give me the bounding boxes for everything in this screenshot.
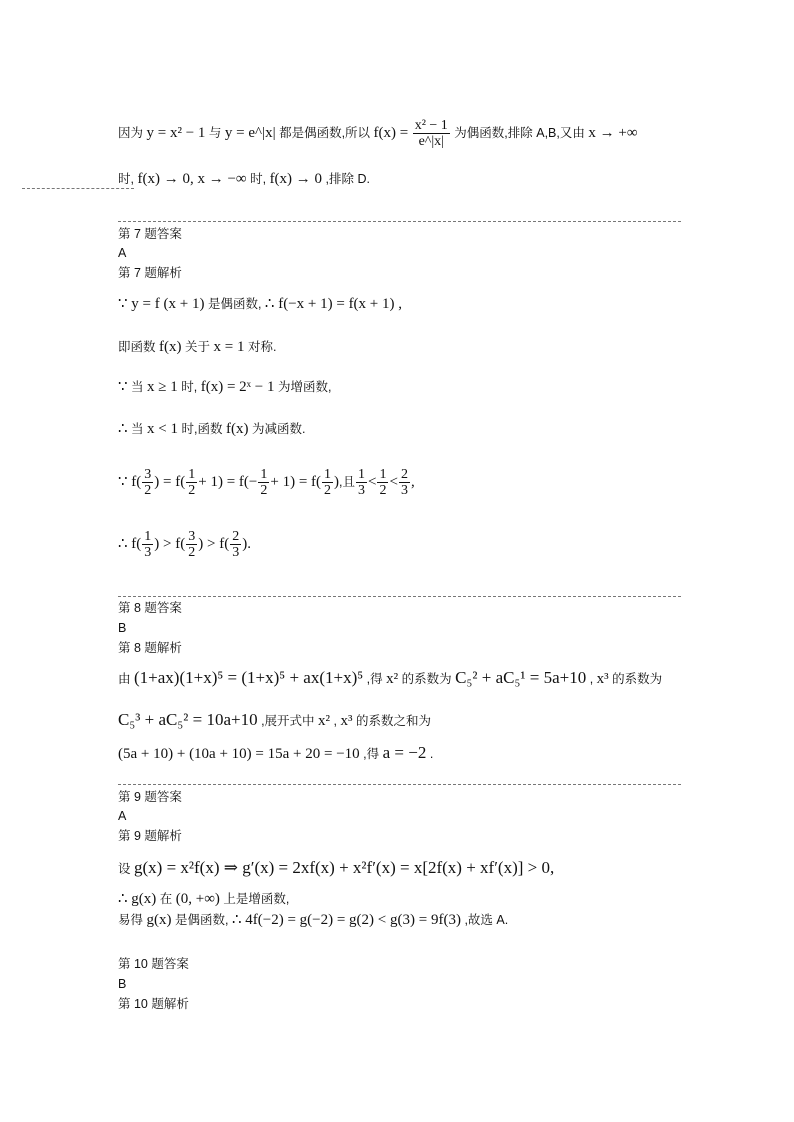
formula: y = e^|x| bbox=[224, 124, 276, 141]
q9-step-2 bbox=[118, 891, 289, 907]
q8-answer-title: 第 8 题答案 bbox=[118, 601, 182, 615]
formula: ) > f( bbox=[154, 536, 186, 552]
q9-step-1 bbox=[118, 860, 554, 877]
formula: f(x) bbox=[159, 339, 182, 355]
fraction-numerator: 1 bbox=[358, 467, 366, 483]
fraction-denominator: 2 bbox=[260, 483, 268, 499]
q7-step-1 bbox=[118, 296, 402, 312]
text: 对称. bbox=[247, 340, 277, 354]
q9-analysis-title: 第 9 题解析 bbox=[118, 829, 182, 843]
formula: y = x² − 1 bbox=[146, 124, 206, 141]
formula: ) bbox=[334, 474, 340, 490]
q6-line-2 bbox=[118, 171, 370, 187]
formula: C₅³ + aC₅² = 10a+10 bbox=[118, 710, 258, 729]
text: 为偶函数,排除 A,B,又由 bbox=[454, 125, 585, 140]
text: ,且 bbox=[339, 475, 356, 489]
text: 时, bbox=[250, 172, 267, 186]
text: ,排除 D. bbox=[325, 172, 370, 186]
text: ,得 bbox=[363, 747, 380, 761]
text: 为减函数. bbox=[251, 422, 306, 436]
formula: f(x) bbox=[225, 421, 249, 437]
text: 设 bbox=[118, 862, 131, 876]
text: 因为 bbox=[118, 125, 144, 140]
text: 易得 bbox=[118, 913, 144, 927]
q6-line-1 bbox=[118, 118, 638, 149]
formula: ∴ f(−x + 1) = f(x + 1) , bbox=[264, 296, 403, 312]
fraction-numerator: 1 bbox=[379, 467, 387, 483]
fraction bbox=[142, 467, 153, 498]
text: 上是增函数, bbox=[223, 892, 290, 906]
fraction-denominator: 3 bbox=[232, 545, 240, 561]
fraction-denominator: e^|x| bbox=[418, 134, 444, 149]
fraction-numerator: 3 bbox=[188, 529, 196, 545]
q10-analysis-title: 第 10 题解析 bbox=[118, 997, 189, 1011]
text: 在 bbox=[159, 892, 173, 906]
fraction bbox=[186, 529, 197, 560]
formula: C₅² + aC₅¹ = 5a+10 bbox=[455, 668, 587, 687]
text: , bbox=[333, 714, 337, 728]
q8-step-2 bbox=[118, 712, 431, 729]
fraction bbox=[377, 467, 388, 498]
divider bbox=[118, 596, 681, 597]
text: 当 bbox=[131, 380, 144, 394]
text: ,展开式中 bbox=[261, 714, 315, 728]
formula: x² bbox=[318, 713, 331, 729]
fraction-denominator: 3 bbox=[358, 483, 366, 499]
text: 与 bbox=[208, 125, 222, 140]
formula: x³ bbox=[596, 671, 609, 687]
formula: < bbox=[368, 474, 377, 490]
divider bbox=[118, 784, 681, 785]
fraction-numerator: 2 bbox=[232, 529, 240, 545]
divider-short bbox=[22, 188, 134, 189]
formula: x → +∞ bbox=[588, 124, 638, 141]
q7-step-5 bbox=[118, 466, 415, 498]
fraction-denominator: 3 bbox=[144, 545, 152, 561]
text: 时, bbox=[118, 172, 134, 186]
text: 的系数之和为 bbox=[355, 714, 431, 728]
q7-step-4 bbox=[118, 421, 305, 437]
fraction-denominator: 3 bbox=[400, 483, 408, 499]
formula: x³ bbox=[340, 713, 353, 729]
text: 是偶函数, bbox=[207, 297, 262, 311]
formula: , bbox=[410, 474, 415, 490]
q7-step-3 bbox=[118, 379, 331, 395]
fraction bbox=[413, 118, 450, 149]
text: , bbox=[589, 672, 594, 686]
text: 的系数为 bbox=[612, 672, 663, 686]
fraction-numerator: x² − 1 bbox=[414, 118, 448, 133]
formula: ∵ f( bbox=[118, 474, 142, 490]
text: 时,函数 bbox=[181, 422, 223, 436]
formula: a = −2 bbox=[382, 743, 427, 762]
formula: f(x) → 0 bbox=[269, 171, 323, 187]
formula: ) > f( bbox=[198, 536, 230, 552]
text: 的系数为 bbox=[401, 672, 452, 686]
formula: ∴ f( bbox=[118, 536, 142, 552]
q10-answer: B bbox=[118, 977, 127, 991]
fraction-denominator: 2 bbox=[188, 483, 196, 499]
text: . bbox=[429, 747, 434, 761]
formula: ∴ g(x) bbox=[118, 891, 157, 907]
q8-step-1 bbox=[118, 670, 662, 687]
fraction-denominator: 2 bbox=[324, 483, 332, 499]
fraction bbox=[186, 467, 197, 498]
text: 都是偶函数,所以 bbox=[279, 125, 371, 140]
fraction-numerator: 1 bbox=[324, 467, 332, 483]
fraction bbox=[322, 467, 333, 498]
formula: + 1) = f(− bbox=[198, 474, 258, 490]
formula: ∴ bbox=[118, 421, 128, 437]
formula: (5a + 10) + (10a + 10) = 15a + 20 = −10 bbox=[118, 746, 360, 762]
fraction-numerator: 1 bbox=[188, 467, 196, 483]
q7-step-6 bbox=[118, 528, 251, 560]
fraction-denominator: 2 bbox=[188, 545, 196, 561]
formula: ∴ 4f(−2) = g(−2) = g(2) < g(3) = 9f(3) bbox=[231, 912, 461, 928]
formula: ∵ y = f (x + 1) bbox=[118, 296, 205, 312]
fraction-numerator: 2 bbox=[400, 467, 408, 483]
fraction bbox=[258, 467, 269, 498]
divider bbox=[118, 221, 681, 222]
formula: x < 1 bbox=[147, 421, 178, 437]
fraction bbox=[230, 529, 241, 560]
text: 由 bbox=[118, 672, 131, 686]
formula: ) = f( bbox=[154, 474, 186, 490]
fraction-numerator: 1 bbox=[260, 467, 268, 483]
fraction-numerator: 3 bbox=[144, 467, 152, 483]
formula: x² bbox=[386, 671, 399, 687]
text: 时, bbox=[181, 380, 198, 394]
formula: < bbox=[389, 474, 398, 490]
formula: f(x) → 0, x → −∞ bbox=[137, 171, 247, 187]
formula: ). bbox=[242, 536, 251, 552]
q7-step-2 bbox=[118, 339, 276, 355]
text: 为增函数, bbox=[277, 380, 332, 394]
formula: x = 1 bbox=[213, 339, 245, 355]
formula: + 1) = f( bbox=[270, 474, 322, 490]
q9-answer-title: 第 9 题答案 bbox=[118, 790, 182, 804]
fraction-numerator: 1 bbox=[144, 529, 152, 545]
text: 即函数 bbox=[118, 340, 156, 354]
text: ,故选 A. bbox=[464, 913, 509, 927]
text: 是偶函数, bbox=[174, 913, 229, 927]
fraction bbox=[142, 529, 153, 560]
q7-answer-title: 第 7 题答案 bbox=[118, 227, 182, 241]
formula: f(x) = 2ˣ − 1 bbox=[200, 379, 275, 395]
q8-answer: B bbox=[118, 621, 127, 635]
q10-answer-title: 第 10 题答案 bbox=[118, 957, 189, 971]
q7-answer: A bbox=[118, 246, 127, 260]
q8-step-3 bbox=[118, 745, 433, 762]
formula: ∵ bbox=[118, 379, 128, 395]
formula: (1+ax)(1+x)⁵ = (1+x)⁵ + ax(1+x)⁵ bbox=[134, 668, 364, 687]
text: 关于 bbox=[184, 340, 210, 354]
formula: (0, +∞) bbox=[175, 891, 220, 907]
q8-analysis-title: 第 8 题解析 bbox=[118, 641, 182, 655]
fraction-denominator: 2 bbox=[144, 483, 152, 499]
fraction bbox=[399, 467, 410, 498]
formula: f(x) = bbox=[373, 124, 409, 141]
formula: g(x) = x²f(x) ⇒ g′(x) = 2xf(x) + x²f′(x) = x[2f(x) + xf′(x)] > 0, bbox=[134, 858, 555, 877]
q9-answer: A bbox=[118, 809, 127, 823]
text: ,得 bbox=[366, 672, 383, 686]
q9-step-3 bbox=[118, 912, 508, 928]
formula: g(x) bbox=[146, 912, 172, 928]
fraction bbox=[356, 467, 367, 498]
formula: x ≥ 1 bbox=[147, 379, 178, 395]
fraction-denominator: 2 bbox=[379, 483, 387, 499]
text: 当 bbox=[131, 422, 144, 436]
q7-analysis-title: 第 7 题解析 bbox=[118, 266, 182, 280]
